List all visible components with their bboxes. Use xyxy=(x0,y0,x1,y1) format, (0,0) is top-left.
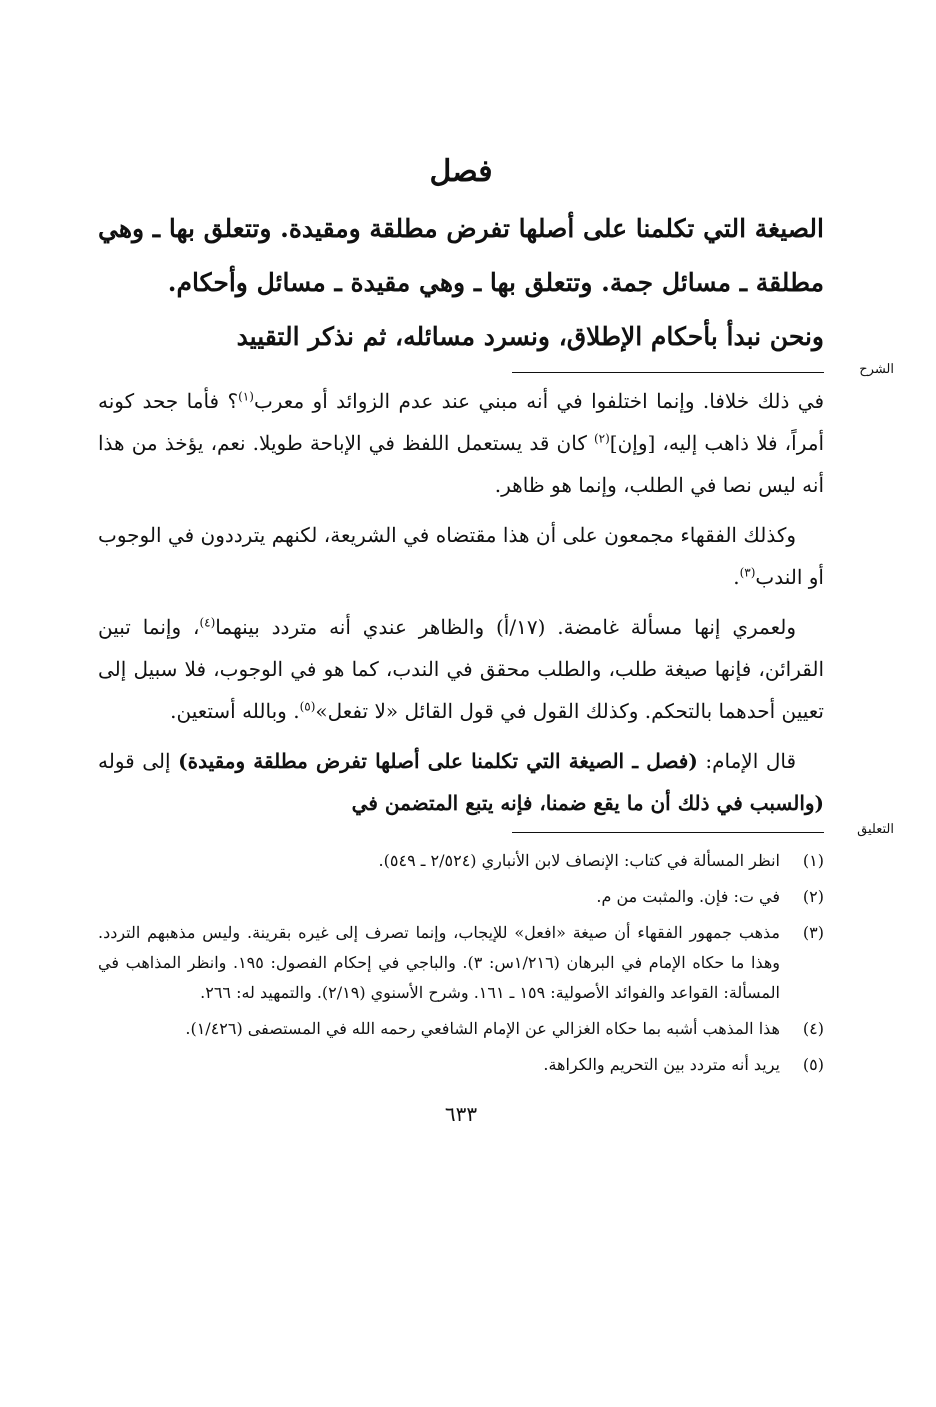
footnote-item xyxy=(98,1050,824,1080)
footnote-item xyxy=(98,882,824,912)
sharh-text xyxy=(98,380,824,824)
footnote-number: (٥) xyxy=(802,1055,824,1074)
sharh-p3-part-c: . وبالله أستعين. xyxy=(170,699,300,723)
sharh-p2-part-b: . xyxy=(733,565,740,589)
footnote-item xyxy=(98,846,824,876)
sharh-paragraph-3 xyxy=(98,606,824,732)
matn-text xyxy=(98,202,824,364)
imam-connector: إلى قوله xyxy=(98,749,179,773)
footnote-item xyxy=(98,1014,824,1044)
footnote-text: مذهب جمهور الفقهاء أن صيغة «افعل» للإيجاب، وإنما تصرف إلى غيره بقرينة. وليس مذهبهم التردد. وهذا ما حكاه الإمام في البرهان (١/٢١٦س: ٣). والباجي في إحكام الفصول: ١٩٥. وانظر المذاهب في المسألة: القواعد والفوائد الأصولية: ١٥٩ ـ ١٦١. وشرح الأسنوي (٢/١٩). والتمهيد له: ٢٦٦. xyxy=(98,923,781,1002)
footnote-number: (٢) xyxy=(802,887,824,906)
sharh-paragraph-1 xyxy=(98,380,824,506)
sharh-p3-part-b: ، وإنما تبين القرائن، فإنها صيغة طلب، والطلب محقق في الندب، كما هو في الوجوب، فلا سبيل إلى تعيين أحدهما بالتحكم. وكذلك القول في قول القائل «لا تفعل» xyxy=(98,615,824,723)
footnote-number: (٣) xyxy=(802,923,824,942)
taaliq-divider xyxy=(98,824,894,840)
footnote-number: (٤) xyxy=(802,1019,824,1038)
page xyxy=(98,150,894,1407)
footnote-text: هذا المذهب أشبه بما حكاه الغزالي عن الإمام الشافعي رحمه الله في المستصفى (١/٤٢٦). xyxy=(185,1019,780,1038)
sharh-paragraph-2 xyxy=(98,514,824,598)
footnote-text: في ت: فإن. والمثبت من م. xyxy=(596,887,780,906)
footnote-ref-4: (٤) xyxy=(199,615,216,630)
footnote-ref-3: (٣) xyxy=(739,565,756,580)
page-number: ٦٣٣ xyxy=(444,1102,478,1126)
sharh-divider xyxy=(98,364,894,380)
taaliq-rule xyxy=(512,832,824,833)
sharh-rule xyxy=(512,372,824,373)
matn-paragraph-1: الصيغة التي تكلمنا على أصلها تفرض مطلقة ومقيدة. وتتعلق بها ـ وهي مطلقة ـ مسائل جمة. وتتعلق بها ـ وهي مقيدة ـ مسائل وأحكام. xyxy=(98,214,824,297)
footnotes xyxy=(98,846,824,1080)
footnote-ref-5: (٥) xyxy=(299,699,316,714)
sharh-p1-part-b: ؟ فأما جحد كونه أمراً، فلا ذاهب إليه، [وإن] xyxy=(98,389,825,455)
footnote-number: (١) xyxy=(802,851,824,870)
sharh-p1-part-c: كان قد يستعمل اللفظ في الإباحة طويلا. نعم، يؤخذ من هذا أنه ليس نصا في الطلب، وإنما هو ظاهر. xyxy=(98,431,824,497)
matn-paragraph-2: ونحن نبدأ بأحكام الإطلاق، ونسرد مسائله، ثم نذكر التقييد xyxy=(236,322,824,351)
sharh-label: الشرح xyxy=(859,362,894,377)
sharh-p2-part-a: وكذلك الفقهاء مجمعون على أن هذا مقتضاه في الشريعة، لكنهم يترددون في الوجوب أو الندب xyxy=(98,523,824,589)
imam-quote-start: (فصل ـ الصيغة التي تكلمنا على أصلها تفرض مطلقة ومقيدة) xyxy=(178,749,698,773)
sharh-paragraph-imam xyxy=(98,740,824,824)
footnote-ref-1: (١) xyxy=(238,389,254,404)
footnote-text: يريد أنه متردد بين التحريم والكراهة. xyxy=(543,1055,780,1074)
footnote-text: انظر المسألة في كتاب: الإنصاف لابن الأنباري (٢/٥٢٤ ـ ٥٤٩). xyxy=(378,851,780,870)
sharh-p3-part-a: ولعمري إنها مسألة غامضة. (١٧/أ) والظاهر عندي أنه متردد بينهما xyxy=(215,615,796,639)
imam-quote-end: (والسبب في ذلك أن ما يقع ضمنا، فإنه يتبع المتضمن في xyxy=(351,791,824,815)
sharh-p1-part-a: في ذلك خلافا. وإنما اختلفوا في أنه مبني عند عدم الزوائد أو معرب xyxy=(253,389,825,413)
taaliq-label: التعليق xyxy=(857,822,894,837)
footnote-ref-2: (٢) xyxy=(593,431,610,446)
chapter-title: فصل xyxy=(429,154,493,189)
imam-intro: قال الإمام: xyxy=(697,749,797,773)
footnote-item xyxy=(98,918,824,1008)
